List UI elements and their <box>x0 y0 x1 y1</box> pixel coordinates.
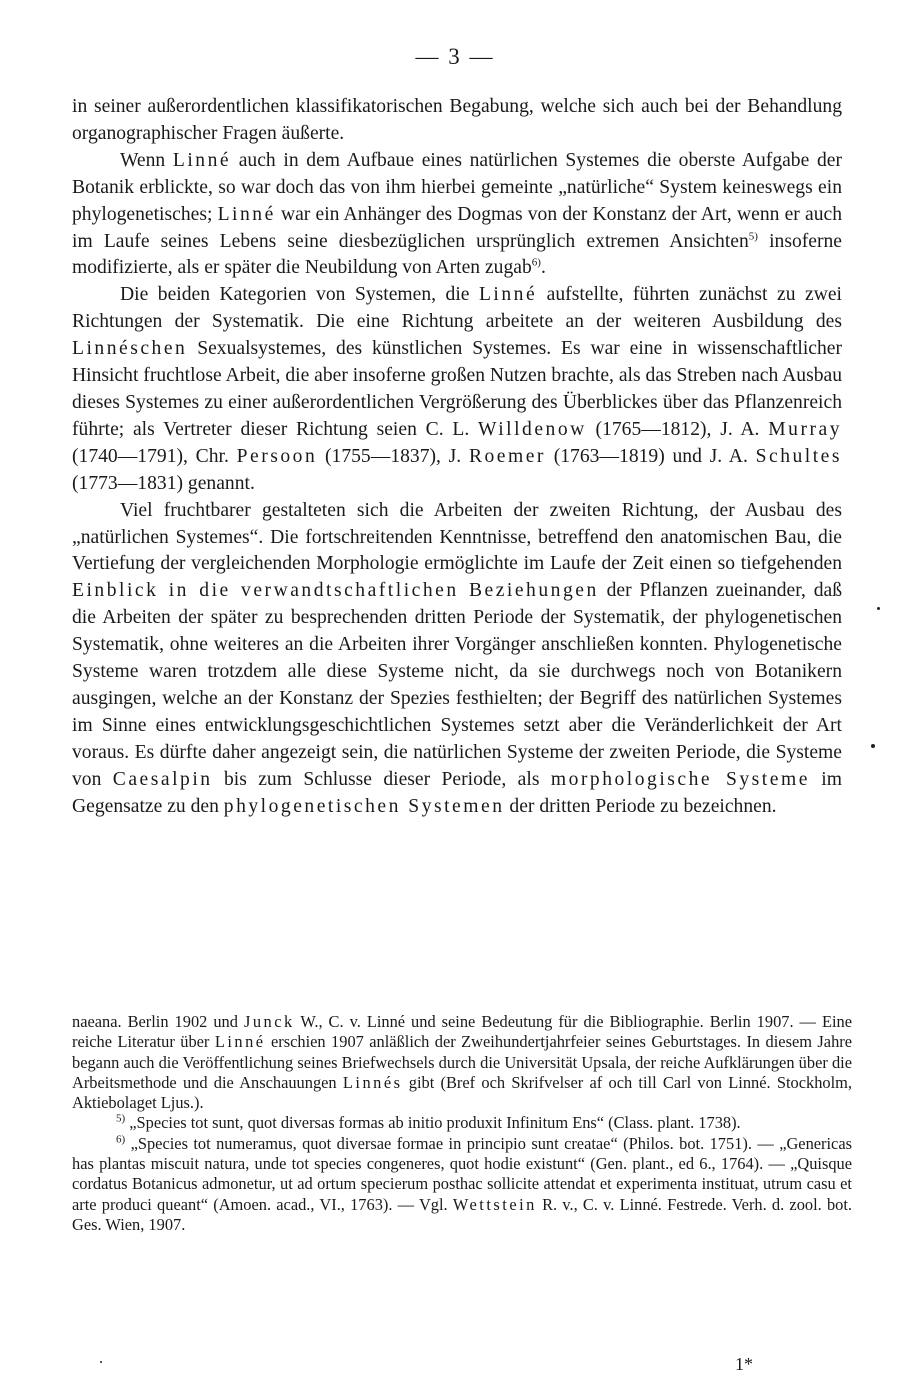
footnote-ref-5[interactable]: 5) <box>748 230 758 242</box>
text-run: erschien 1907 anläßlich der Zweihundertjahrfeier seines Geburtstages. In diesem Jahre begann auch die Veröffentlichung seines Briefwechsels durch die Universität Upsala, der reiche Aufklärungen über die Arbeitsmethode und die Anschauungen <box>72 1032 852 1092</box>
body-text <box>72 94 842 820</box>
footnote-6 <box>72 1134 852 1235</box>
text-run: . <box>540 257 546 279</box>
paragraph-3 <box>72 282 842 497</box>
text-run: war ein Anhänger des Dogmas von der Konstanz der Art, wenn er auch im Laufe seines Lebens seine diesbezüglichen ursprünglich extremen Ansichten <box>72 203 842 252</box>
text-run: insoferne modifizierte, als er später die Neubildung von Arten zugab <box>72 230 842 279</box>
spaced-name: Linnéschen <box>72 338 188 360</box>
spaced-name: Linné <box>217 203 276 225</box>
spaced-name: Linné <box>172 149 232 171</box>
text-run: Viel fruchtbarer gestalteten sich die Arbeiten der zweiten Richtung, der Ausbau des „natürlichen Systemes“. Die fortschreitenden Kenntnisse, betreffend den anatomischen Bau, die Vertiefung der vergleichenden Morphologie ermöglichte im Laufe der Zeit einen so tiefgehenden <box>72 499 842 575</box>
footnote-mark-5: 5) <box>116 1113 126 1126</box>
spaced-emphasis: Einblick in die verwandtschaftlichen Beziehungen <box>72 580 599 602</box>
text-run: gibt (Bref och Skrifvelser af och till Carl von Linné. Stockholm, Aktiebolaget Ljus.). <box>72 1072 852 1113</box>
text-run: W., C. v. Linné und seine Bedeutung für die Bibliographie. Berlin 1907. — Eine reiche Literatur über <box>72 1012 852 1052</box>
print-speck <box>100 1361 102 1363</box>
footnote-ref-6[interactable]: 6) <box>531 256 541 269</box>
footnote-5-text: „Species tot sunt, quot diversas formas ab initio produxit Infinitum Ens“ (Class. plant. 1738). <box>125 1113 741 1133</box>
text-run: auch in dem Aufbaue eines natürlichen Systemes die oberste Aufgabe der Botanik erblickte, so war doch das von ihm hierbei gemeinte „natürliche“ System keineswegs ein phylogenetisches; <box>72 149 842 225</box>
text-run: aufstellte, führten zunächst zu zwei Richtungen der Systematik. Die eine Richtung arbeitete an der weiteren Ausbildung des <box>72 284 842 333</box>
text-run: (1755—1837), J. <box>317 445 469 467</box>
spaced-name: Murray <box>768 418 842 440</box>
spaced-name: Caesalpin <box>112 768 213 790</box>
text-run: Sexualsystemes, des künstlichen Systemes. Es war eine in wissenschaftlicher Hinsicht fruchtlose Arbeit, die aber insoferne großen Nutzen brachte, als das Streben nach Ausbau dieses Systemes zu einer außerordentlichen Vergrößerung des Überblickes über das Pflanzenreich führte; als Vertreter dieser Richtung seien C. L. <box>72 338 842 440</box>
spaced-name: Linné <box>478 284 538 306</box>
spaced-emphasis: phylogenetischen Systemen <box>223 795 505 817</box>
print-speck <box>871 744 875 748</box>
spaced-name: Schultes <box>755 445 842 467</box>
paragraph-1: in seiner außerordentlichen klassifikatorischen Begabung, welche sich auch bei der Behandlung organographischer Fragen äußerte. <box>72 96 842 144</box>
text-run: (1763—1819) und J. A. <box>545 445 756 467</box>
text-run: (1740—1791), Chr. <box>72 445 237 467</box>
spaced-name: Willdenow <box>477 418 587 440</box>
text-run: der dritten Periode zu bezeichnen. <box>504 795 777 817</box>
spaced-name: Roemer <box>468 445 546 467</box>
spaced-name: Linné <box>214 1032 266 1052</box>
text-run: (1773—1831) genannt. <box>72 472 255 494</box>
spaced-name: Persoon <box>236 445 318 467</box>
spaced-name: Linnés <box>342 1072 403 1092</box>
text-run: R. v., C. v. Linné. Festrede. Verh. d. zool. bot. Ges. Wien, 1907. <box>72 1194 852 1234</box>
text-run: naeana. Berlin 1902 und <box>72 1012 244 1031</box>
footnote-continuation <box>72 1012 852 1113</box>
print-speck <box>877 607 880 610</box>
text-run: (1765—1812), J. A. <box>586 418 769 440</box>
text-run: bis zum Schlusse dieser Periode, als <box>212 768 551 790</box>
page-number: — 3 — <box>415 44 495 69</box>
text-run: Die beiden Kategorien von Systemen, die <box>120 284 479 306</box>
footnote-5 <box>72 1113 852 1133</box>
text-run: der Pflanzen zueinander, daß die Arbeiten der später zu besprechenden dritten Periode der Systematik, der phylogenetischen Systematik, ohne weiteres an die Arbeiten ihrer Vorgänger anschließen konnten. Phylogenetische Systeme waren trotzdem alle diese Systeme nicht, da sie durchwegs noch von Botanikern ausgingen, welche an der Konstanz der Spezies festhielten; der Begriff des natürlichen Systemes im Sinne eines entwicklungsgeschichtlichen Systemes setzt aber die Veränderlichkeit der Art voraus. Es dürfte daher angezeigt sein, die natürlichen Systeme der zweiten Periode, die Systeme von <box>72 580 842 790</box>
footnotes <box>72 1012 852 1235</box>
footnote-mark-6: 6) <box>116 1133 126 1146</box>
signature-mark: 1* <box>735 1354 753 1374</box>
spaced-emphasis: morphologische Systeme <box>550 768 810 790</box>
paragraph-4 <box>72 498 842 821</box>
text-run: Wenn <box>120 149 173 171</box>
paragraph-2 <box>72 148 842 283</box>
text-run: im Gegensatze zu den <box>72 768 842 817</box>
spaced-name: Wettstein <box>452 1194 537 1214</box>
spaced-name: Junck <box>243 1012 295 1031</box>
text-run: „Species tot numeramus, quot diversae formae in principio sunt creatae“ (Philos. bot. 1751). — „Genericas has plantas miscuit natura, unde tot species congeneres, quot hodie existunt“ (Gen. plant., ed 6., 1764). — „Quisque cordatus Botanicus admonetur, ut ad ortum specierum posthac sollicite attendat et experimenta instituat, utrum casu et arte produci queant“ (Amoen. acad., VI., 1763). — Vgl. <box>72 1133 852 1214</box>
